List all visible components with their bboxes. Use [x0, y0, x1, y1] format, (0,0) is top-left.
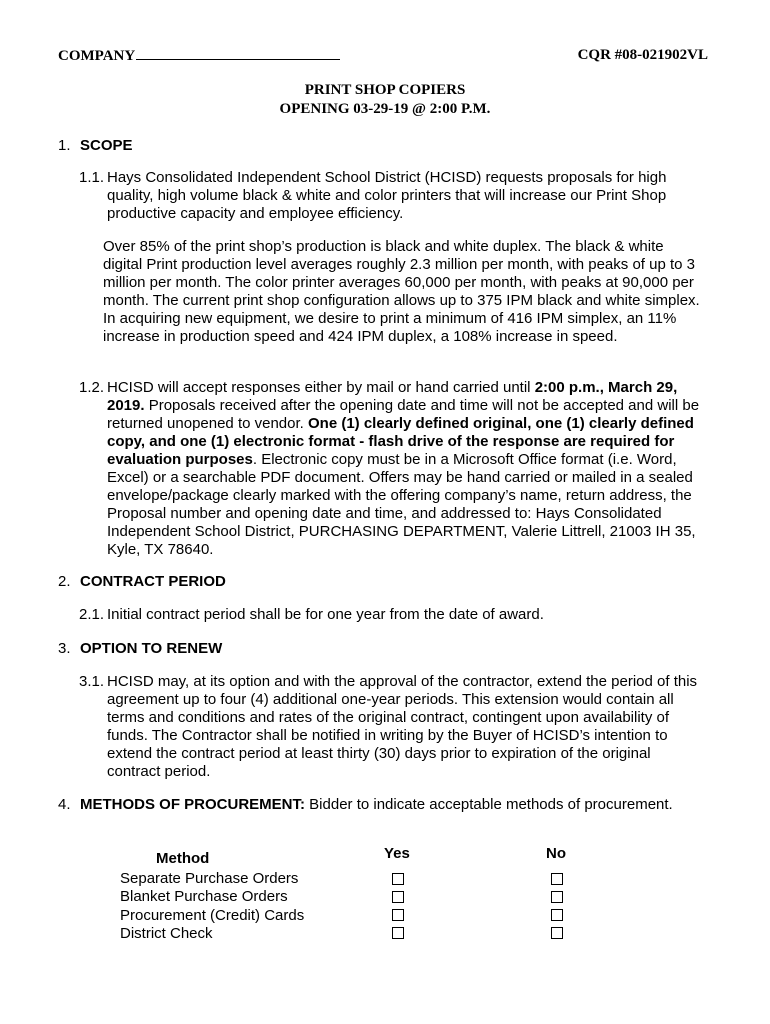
para-1-1-detail: [103, 238, 719, 346]
text-line: In acquiring new equipment, we desire to print a minimum of 416 IPM simplex, an 11%: [103, 310, 677, 327]
section-title: SCOPE: [80, 137, 133, 154]
text-line: Over 85% of the print shop’s production is black and white duplex. The black & white: [103, 238, 664, 255]
para-1-1-number: 1.1.: [79, 169, 105, 186]
yes-checkbox[interactable]: [392, 909, 404, 921]
company-label: COMPANY: [58, 48, 136, 64]
para-1-1: [107, 169, 719, 223]
text-line: month. The current print shop configuration allows up to 375 IPM black and white simplex.: [103, 292, 700, 309]
text-line: envelope/package clearly marked with the offering company’s name, return address, the: [107, 487, 692, 504]
text-line: quality, high volume black & white and color printers that will increase our Print Shop: [107, 187, 667, 204]
cqr-number: CQR #08-021902VL: [577, 47, 708, 63]
column-no: No: [546, 845, 566, 862]
text-line: Proposal number and opening date and time, and addressed to: Hays Consolidated: [107, 505, 662, 522]
no-checkbox[interactable]: [551, 909, 563, 921]
section-title: CONTRACT PERIOD: [80, 573, 226, 590]
para-1-2: [107, 379, 719, 559]
text-line: agreement up to four (4) additional one-year periods. This extension would contain all: [107, 691, 674, 708]
yes-checkbox[interactable]: [392, 927, 404, 939]
method-row-pcard: Procurement (Credit) Cards: [120, 907, 305, 924]
company-field: [58, 47, 340, 65]
column-method: Method: [156, 850, 210, 867]
section-1-heading: [58, 137, 133, 154]
text-line: terms and conditions and rates of the original contract, contingent upon availability of: [107, 709, 670, 726]
section-number: 4.: [58, 796, 71, 813]
text-line: HCISD may, at its option and with the approval of the contractor, extend the period of this: [107, 673, 698, 690]
para-2-1: Initial contract period shall be for one year from the date of award.: [107, 606, 544, 623]
text-line: digital Print production level averages roughly 2.3 million per month, with peaks of up to 3: [103, 256, 695, 273]
method-row-district-check: District Check: [120, 925, 213, 942]
para-3-1-number: 3.1.: [79, 673, 105, 690]
section-title: OPTION TO RENEW: [80, 640, 223, 657]
text-line: Independent School District, PURCHASING DEPARTMENT, Valerie Littrell, 21003 IH 35,: [107, 523, 696, 540]
text-line: HCISD will accept responses either by mail or hand carried until 2:00 p.m., March 29,: [107, 379, 678, 396]
column-yes: Yes: [384, 845, 410, 862]
section-tail: Bidder to indicate acceptable methods of procurement.: [305, 796, 673, 813]
para-2-1-number: 2.1.: [79, 606, 105, 623]
doc-opening: OPENING 03-29-19 @ 2:00 P.M.: [279, 101, 491, 117]
text-line: productive capacity and employee efficiency.: [107, 205, 404, 222]
text-line: million per month. The color printer averages 60,000 per month, with peaks at 90,000 per: [103, 274, 694, 291]
text-line: Kyle, TX 78640.: [107, 541, 214, 558]
para-3-1: [107, 673, 719, 781]
text-line: extend the contract period at least thirty (30) days prior to expiration of the original: [107, 745, 651, 762]
text-line: copy, and one (1) electronic format - flash drive of the response are required for: [107, 433, 675, 450]
deadline-text: 2:00 p.m., March 29,: [534, 379, 678, 396]
text-line: returned unopened to vendor. One (1) clearly defined original, one (1) clearly defined: [107, 415, 694, 432]
no-checkbox[interactable]: [551, 891, 563, 903]
section-number: 3.: [58, 640, 71, 657]
method-row-separate-po: Separate Purchase Orders: [120, 870, 299, 887]
method-row-blanket-po: Blanket Purchase Orders: [120, 888, 288, 905]
section-3-heading: [58, 640, 222, 657]
company-blank-line: [136, 47, 340, 60]
section-2-heading: [58, 573, 226, 590]
yes-checkbox[interactable]: [392, 891, 404, 903]
doc-title: PRINT SHOP COPIERS: [304, 82, 466, 98]
text-line: 2019. Proposals received after the opening date and time will not be accepted and will be: [107, 397, 700, 414]
text-line: Hays Consolidated Independent School District (HCISD) requests proposals for high: [107, 169, 667, 186]
section-number: 2.: [58, 573, 71, 590]
no-checkbox[interactable]: [551, 927, 563, 939]
no-checkbox[interactable]: [551, 873, 563, 885]
section-title: METHODS OF PROCUREMENT:: [80, 796, 305, 813]
text-line: Excel) or a searchable PDF document. Offers may be hand carried or mailed in a sealed: [107, 469, 693, 486]
text-line: evaluation purposes. Electronic copy must be in a Microsoft Office format (i.e. Word,: [107, 451, 677, 468]
section-4-heading: [58, 796, 673, 813]
text-line: increase in production speed and 424 IPM duplex, a 108% increase in speed.: [103, 328, 618, 345]
para-1-2-number: 1.2.: [79, 379, 105, 396]
text-line: funds. The Contractor shall be notified in writing by the Buyer of HCISD’s intention to: [107, 727, 668, 744]
text-line: contract period.: [107, 763, 211, 780]
section-number: 1.: [58, 137, 71, 154]
yes-checkbox[interactable]: [392, 873, 404, 885]
